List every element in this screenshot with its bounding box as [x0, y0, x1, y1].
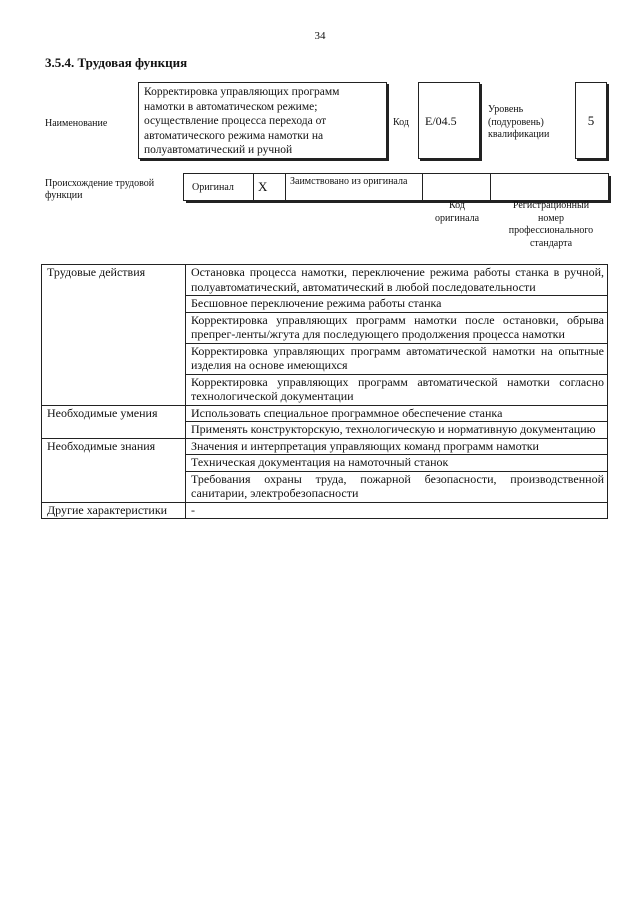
table-row: [42, 502, 608, 519]
level-label-line: (подуровень): [488, 116, 544, 128]
level-label-line: Уровень: [488, 104, 524, 115]
caption-line: оригинала: [434, 212, 480, 224]
page-number: 34: [314, 30, 326, 42]
skill-item: Использовать специальное программное обеспечение станка: [186, 405, 608, 422]
labor-action-item: Корректировка управляющих программ автоматической намотки на опытные изделия на основе имеющихся: [186, 343, 608, 374]
function-details-table: [41, 264, 608, 519]
caption-line: профессионального: [508, 225, 594, 236]
labor-action-item: Корректировка управляющих программ автоматической намотки согласно технологической документации: [186, 374, 608, 405]
caption-line: стандарта: [529, 237, 573, 249]
skill-item: Применять конструкторскую, технологическую и нормативную документацию: [186, 422, 608, 439]
labor-actions-label: Трудовые действия: [42, 265, 186, 406]
reg-number-caption: [492, 200, 610, 250]
table-row: [42, 265, 608, 296]
table-row: [42, 405, 608, 422]
original-code-cell: [423, 174, 491, 201]
qualification-level-box: 5: [575, 82, 607, 159]
other-characteristics-label: Другие характеристики: [42, 502, 186, 519]
function-name-box: Корректировка управляющих программ намотки в автоматическом режиме; осуществление процесса перехода от автоматического режима намотки на полуавтоматический и ручной: [138, 82, 387, 159]
original-code-caption: [425, 200, 489, 225]
knowledge-item: Техническая документация на намоточный станок: [186, 455, 608, 472]
borrowed-label: Заимствовано из оригинала: [286, 174, 423, 201]
original-mark: X: [254, 174, 286, 201]
origin-label: Происхождение трудовой функции: [45, 178, 155, 201]
other-characteristics-value: -: [186, 502, 608, 519]
knowledge-item: Значения и интерпретация управляющих команд программ намотки: [186, 438, 608, 455]
caption-line: номер: [538, 212, 564, 224]
caption-line: Код: [449, 200, 465, 211]
labor-action-item: Корректировка управляющих программ намотки после остановки, обрыва препрег-ленты/жгута для последующего продолжения процесса намотки: [186, 312, 608, 343]
level-label-line: квалификации: [488, 129, 550, 140]
section-title: 3.5.4. Трудовая функция: [45, 55, 188, 70]
reg-number-cell: [491, 174, 609, 201]
knowledge-item: Требования охраны труда, пожарной безопасности, производственной санитарии, электробезопасности: [186, 471, 608, 502]
qualification-level-label: [488, 104, 549, 142]
table-row: [42, 438, 608, 455]
labor-action-item: Бесшовное переключение режима работы станка: [186, 296, 608, 313]
caption-line: Регистрационный: [512, 200, 590, 211]
labor-action-item: Остановка процесса намотки, переключение режима работы станка в ручной, полуавтоматический, автоматический в любой последовательности: [186, 265, 608, 296]
knowledge-label: Необходимые знания: [42, 438, 186, 502]
name-label: Наименование: [45, 118, 108, 129]
code-label: Код: [393, 117, 409, 128]
origin-table: [183, 173, 609, 201]
function-code-box: E/04.5: [418, 82, 480, 159]
skills-label: Необходимые умения: [42, 405, 186, 438]
original-label: Оригинал: [184, 174, 254, 201]
